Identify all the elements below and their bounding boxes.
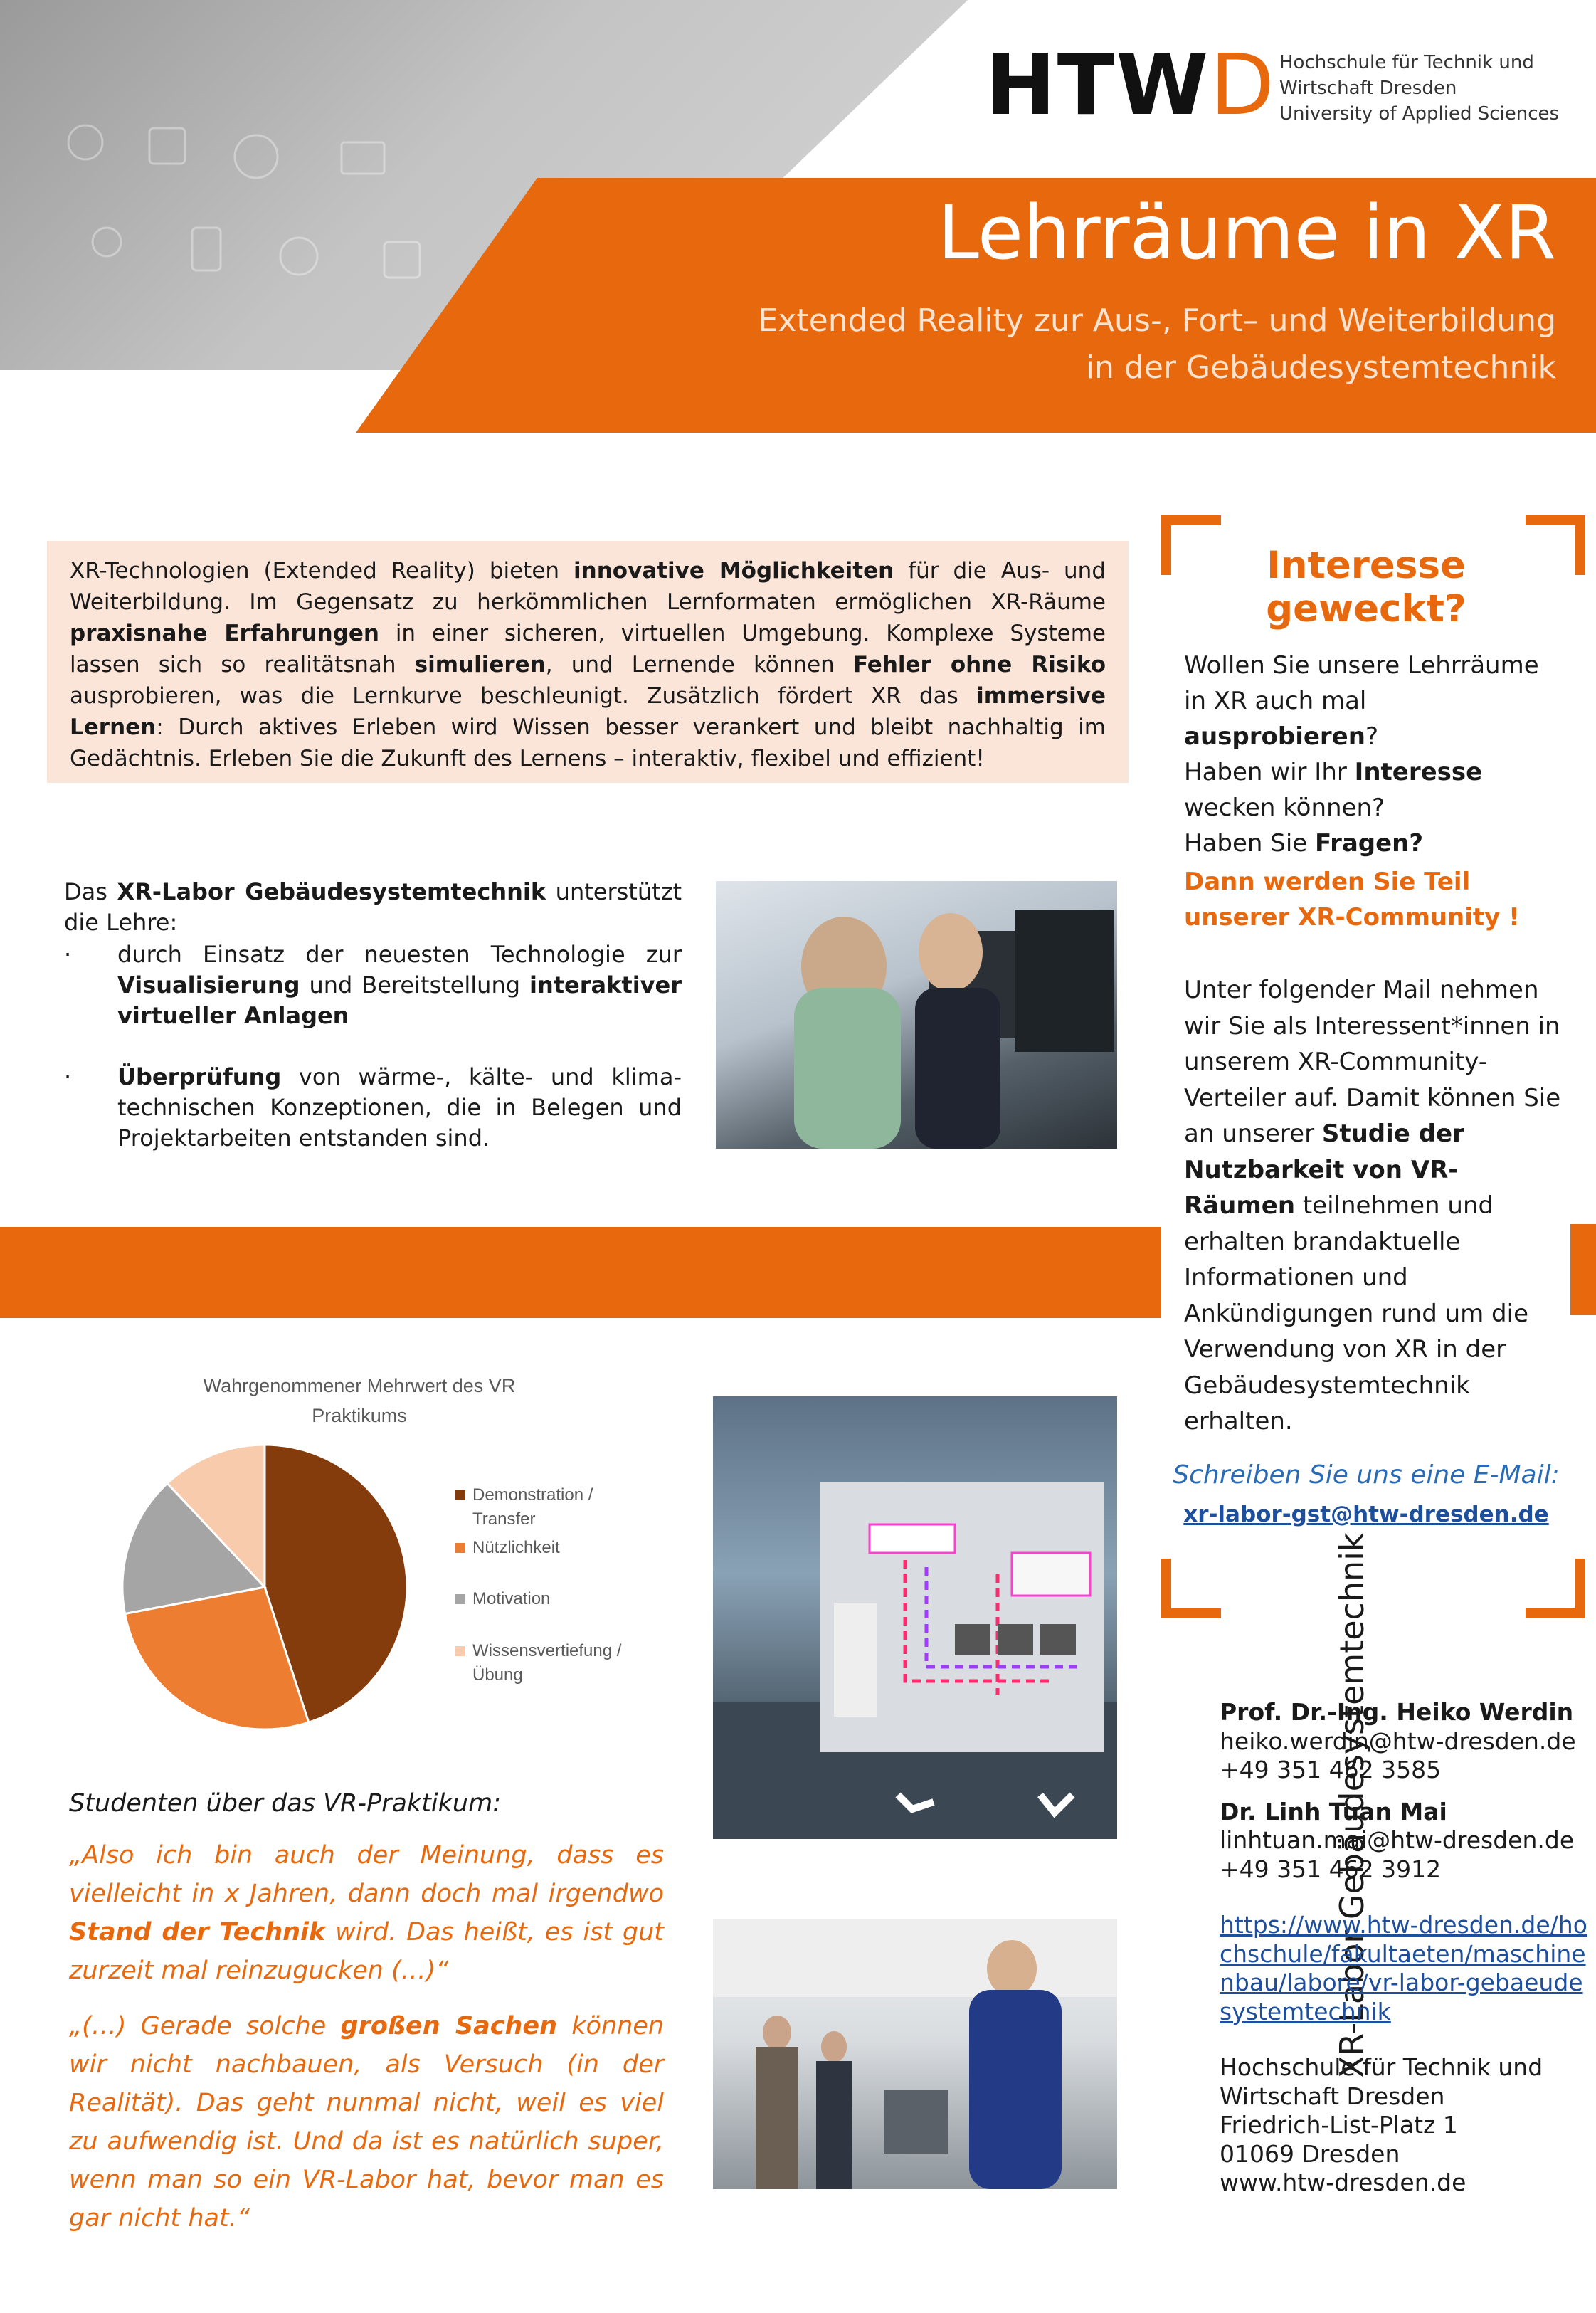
frame-corner bbox=[1161, 1559, 1221, 1618]
intro-highlight: praxisnahe Erfahrungen bbox=[70, 621, 379, 646]
intro-text bbox=[70, 555, 1106, 774]
interest-heading: Interesse geweckt? bbox=[1266, 544, 1466, 631]
frame-corner bbox=[1526, 1559, 1585, 1618]
page-subtitle bbox=[631, 297, 1556, 391]
community-cta: Dann werden Sie Teil unserer XR-Community ! bbox=[1184, 868, 1520, 932]
legend-label: Nützlichkeit bbox=[472, 1538, 560, 1557]
address-line: Wirtschaft Dresden bbox=[1220, 2082, 1445, 2110]
chart-title-line: Praktikums bbox=[312, 1405, 407, 1426]
contact-name: Dr. Linh Tuan Mai bbox=[1220, 1797, 1447, 1825]
chart-slices bbox=[122, 1445, 407, 1729]
website-link[interactable]: www.htw-dresden.de bbox=[1220, 2169, 1466, 2196]
institution-line: Wirtschaft Dresden bbox=[1279, 78, 1457, 99]
contact-block bbox=[1220, 1698, 1590, 2198]
legend-label: Motivation bbox=[472, 1589, 551, 1608]
photo-vr-simulation bbox=[713, 1396, 1117, 1839]
intro-fragment: : Durch aktives Erleben wird Wissen besser verankert und bleibt nachhaltig im Gedächtnis. Erleben Sie die Zukunft des Lernens – interaktiv, flexibel und effizient! bbox=[70, 715, 1106, 771]
mailing-list-text: Unter folgender Mail nehmen wir Sie als Interessent*innen in unserem XR-Community-Verteiler auf. Damit können Sie an unserer Studie der Nutzbarkeit von VR-Räumen teilnehmen und erhalten brandaktuelle Informationen und Ankündigungen rund um die Verwendung von XR in der Gebäudesystemtechnik erhalten. bbox=[1184, 976, 1561, 1435]
lab-bullet: · Überprüfung von wärme-, kälte- und klima-technischen Konzeptionen, die in Belegen und Projektarbeiten entstanden sind. bbox=[64, 1063, 682, 1152]
legend-label: Transfer bbox=[472, 1509, 536, 1529]
section-divider-bar bbox=[0, 1227, 1161, 1318]
photo-vr-demonstration bbox=[713, 1919, 1117, 2189]
question-line: Wollen Sie unsere Lehrräume in XR auch mal ausprobieren? bbox=[1184, 651, 1539, 751]
student-quote: „Also ich bin auch der Meinung, dass es vielleicht in x Jahren, dann doch mal irgendwo Stand der Technik wird. Das heißt, es ist gut zurzeit mal reinzugucken (…)“ bbox=[69, 1841, 665, 1985]
institution-line: University of Applied Sciences bbox=[1279, 103, 1560, 125]
lab-website-link[interactable]: https://www.htw-dresden.de/hochschule/fakultaeten/maschinenbau/labore/vr-labor-gebaeudesystemtechnik bbox=[1220, 1911, 1587, 2025]
intro-highlight: Fehler ohne Risiko bbox=[852, 652, 1106, 678]
contact-phone: +49 351 462 3912 bbox=[1220, 1855, 1442, 1883]
address-line: Friedrich-List-Platz 1 bbox=[1220, 2111, 1458, 2139]
chart-legend bbox=[455, 1485, 622, 1685]
intro-fragment: für die Aus- und Weiterbildung. Im Gegensatz zu herkömmlichen Lernformaten ermöglichen XR-Räume bbox=[70, 558, 1106, 615]
lab-description bbox=[64, 877, 682, 1154]
pie-chart bbox=[107, 1366, 662, 1751]
subtitle-line: in der Gebäudesystemtechnik bbox=[1085, 349, 1556, 386]
intro-fragment: XR-Technologien (Extended Reality) bieten bbox=[70, 558, 574, 584]
section-divider-stub bbox=[1570, 1224, 1596, 1315]
legend-label: Demonstration / bbox=[472, 1485, 593, 1505]
chart-title-line: Wahrgenommener Mehrwert des VR bbox=[203, 1375, 516, 1396]
header-icon-grid bbox=[43, 100, 470, 327]
quotes-heading: Studenten über das VR-Praktikum: bbox=[69, 1789, 501, 1818]
intro-highlight: immersive Lernen bbox=[70, 683, 1106, 740]
vertical-lab-label: XR-Labor Gebäudesystemtechnik bbox=[1333, 1532, 1371, 2078]
legend-swatch bbox=[455, 1490, 465, 1500]
legend-swatch bbox=[455, 1646, 465, 1656]
address-line: 01069 Dresden bbox=[1220, 2139, 1400, 2168]
chart-title bbox=[204, 1375, 516, 1426]
institution-line: Hochschule für Technik und bbox=[1279, 52, 1534, 73]
legend-label: Übung bbox=[472, 1665, 523, 1685]
institution-name bbox=[1279, 50, 1559, 127]
legend-label: Wissensvertiefung / bbox=[472, 1641, 622, 1660]
contact-phone: +49 351 462 3585 bbox=[1220, 1756, 1442, 1784]
lab-intro: Das XR-Labor Gebäudesystemtechnik unterstützt die Lehre: bbox=[64, 878, 682, 936]
interest-questions bbox=[1184, 648, 1568, 861]
question-line: Haben wir Ihr Interesse wecken können? bbox=[1184, 758, 1483, 822]
subtitle-line: Extended Reality zur Aus-, Fort– und Weiterbildung bbox=[758, 302, 1556, 339]
lab-bullets bbox=[64, 939, 682, 1154]
intro-highlight: innovative Möglichkeiten bbox=[574, 558, 894, 584]
student-quote: „(…) Gerade solche großen Sachen können wir nicht nachbauen, als Versuch (in der Realität). Das geht nunmal nicht, weil es viel zu aufwendig ist. Und da ist es natürlich super, wenn man so ein VR-Labor hat, bevor man es gar nicht hat.“ bbox=[69, 2012, 664, 2233]
intro-fragment: ausprobieren, was die Lernkurve beschleunigt. Zusätzlich fördert XR das bbox=[70, 683, 977, 709]
intro-highlight: simulieren bbox=[414, 652, 546, 678]
htw-logo: HTWD bbox=[985, 36, 1277, 134]
intro-fragment: in einer sicheren, virtuellen Umgebung. Komplexe Systeme lassen sich so realitätsnah bbox=[70, 621, 1106, 678]
page-title: Lehrräume in XR bbox=[937, 189, 1556, 276]
question-line: Haben Sie Fragen? bbox=[1184, 829, 1424, 858]
legend-swatch bbox=[455, 1543, 465, 1553]
contact-name: Prof. Dr.-Ing. Heiko Werdin bbox=[1220, 1698, 1574, 1726]
email-prompt: Schreiben Sie uns eine E-Mail: bbox=[1173, 1460, 1560, 1490]
lab-bullet: · durch Einsatz der neuesten Technologie zur Visualisierung und Bereitstellung interaktiver virtueller Anlagen bbox=[64, 941, 682, 1029]
email-link[interactable]: xr-labor-gst@htw-dresden.de bbox=[1183, 1502, 1549, 1527]
photo-vr-lab-students bbox=[716, 881, 1117, 1149]
address-line: Hochschule für Technik und bbox=[1220, 2053, 1543, 2081]
legend-swatch bbox=[455, 1594, 465, 1604]
contact-email[interactable]: heiko.werdin@htw-dresden.de bbox=[1220, 1727, 1576, 1755]
intro-fragment: , und Lernende können bbox=[545, 652, 853, 678]
contact-email[interactable]: linhtuan.mai@htw-dresden.de bbox=[1220, 1826, 1575, 1854]
